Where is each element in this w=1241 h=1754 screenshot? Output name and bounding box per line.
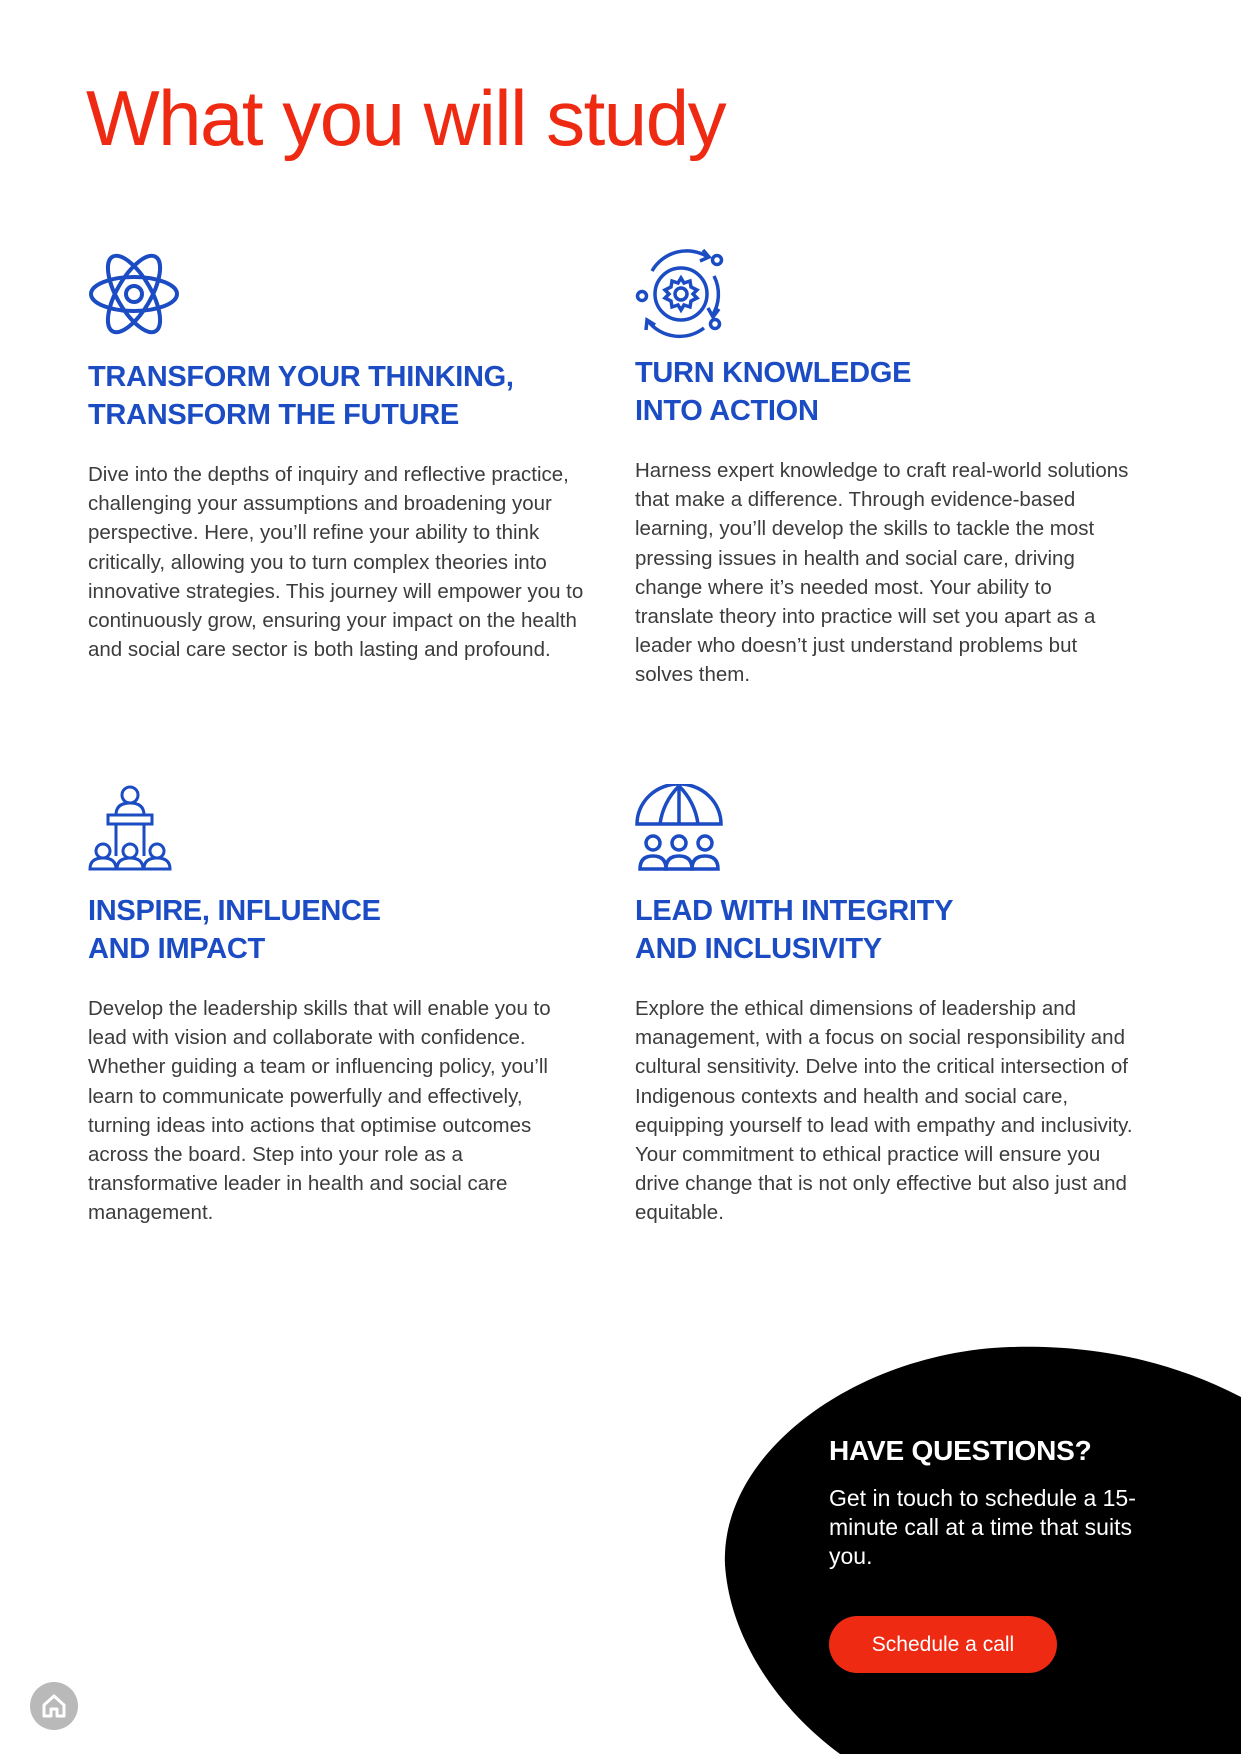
section-heading: TRANSFORM YOUR THINKING, TRANSFORM THE FUTURE <box>88 361 514 431</box>
section-heading: LEAD WITH INTEGRITY AND INCLUSIVITY <box>635 895 954 965</box>
page-title: What you will study <box>86 74 726 162</box>
section-body: Explore the ethical dimensions of leadership and management, with a focus on social responsibility and cultural sensitivity. Delve into the critical intersection of Indigenous contexts and health and social care, equipping yourself to lead with empathy and inclusivity. Your commitment to ethical practice will ensure you drive change that is not only effective but also just and equitable. <box>635 997 1133 1225</box>
section-heading: TURN KNOWLEDGE INTO ACTION <box>635 357 912 427</box>
section-body: Develop the leadership skills that will enable you to lead with vision and collaborate with confidence. Whether guiding a team or influencing policy, you’ll learn to communicate powerfully and effectively, turning ideas into actions that optimise outcomes across the board. Step into your role as a transformative leader in health and social care management. <box>88 997 551 1225</box>
cta-panel <box>829 1432 1159 1571</box>
section-heading: INSPIRE, INFLUENCE AND IMPACT <box>88 895 381 965</box>
section-body: Dive into the depths of inquiry and reflective practice, challenging your assumptions and broadening your perspective. Here, you’ll refine your ability to think critically, allowing you to turn complex theories into innovative strategies. This journey will empower you to continuously grow, ensuring your impact on the health and social care sector is both lasting and profound. <box>88 463 584 662</box>
cta-heading: HAVE QUESTIONS? <box>829 1435 1092 1466</box>
schedule-call-button[interactable]: Schedule a call <box>829 1616 1057 1673</box>
cta-text: Get in touch to schedule a 15-minute call at a time that suits you. <box>829 1485 1136 1569</box>
home-icon <box>40 1692 68 1720</box>
section-body: Harness expert knowledge to craft real-world solutions that make a difference. Through evidence-based learning, you’ll develop the skills to tackle the most pressing issues in health and social care, driving change where it’s needed most. Your ability to translate theory into practice will set you apart as a leader who doesn’t just understand problems but solves them. <box>635 459 1129 687</box>
home-button[interactable] <box>30 1682 78 1730</box>
